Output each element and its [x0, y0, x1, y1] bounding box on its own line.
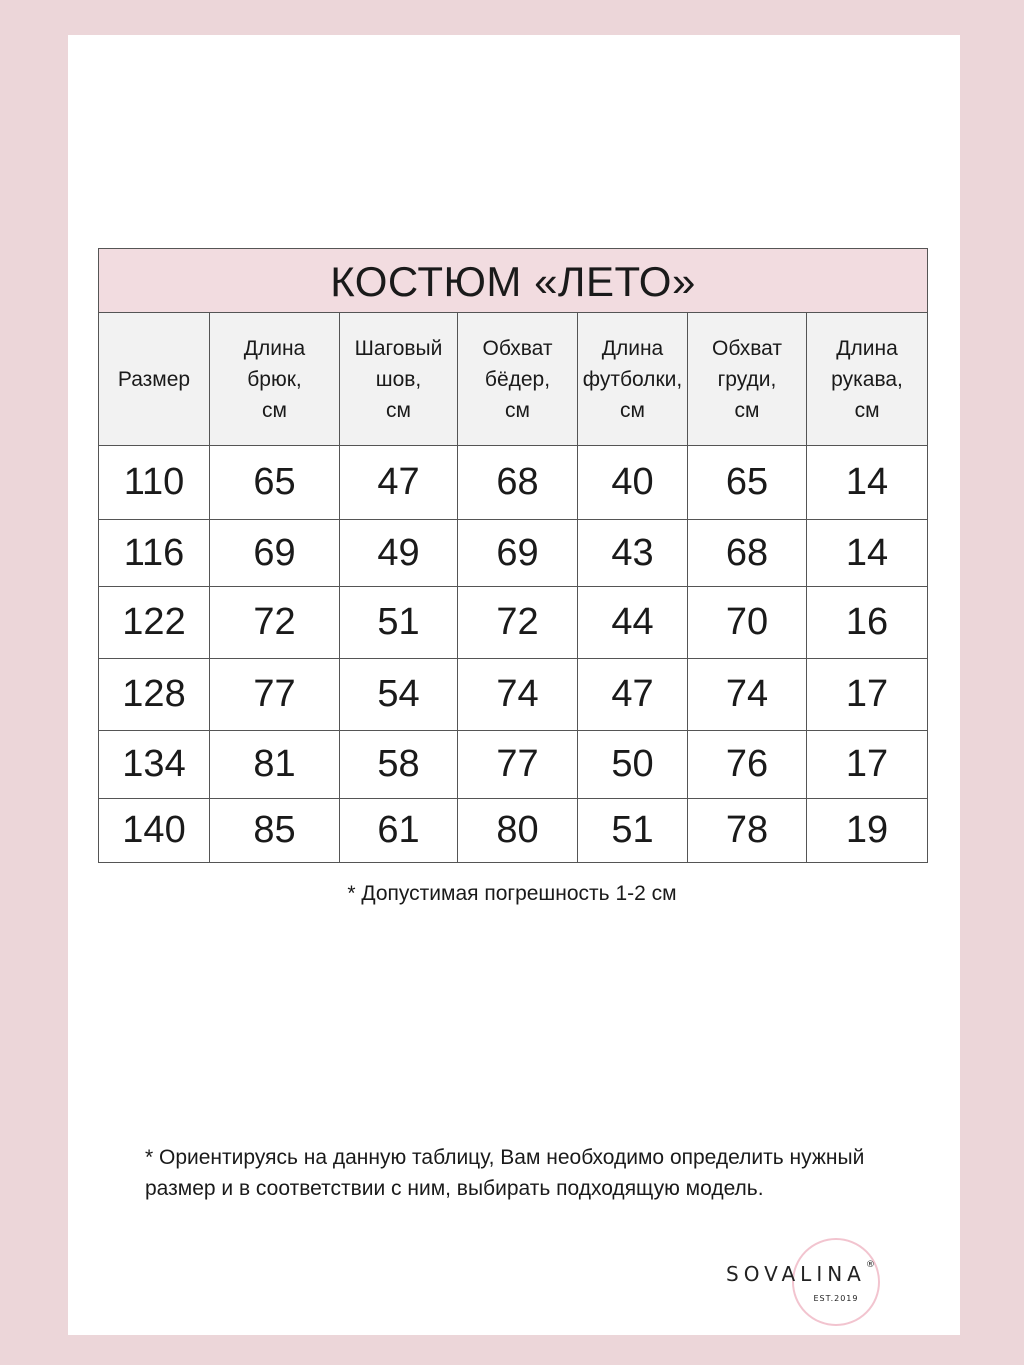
table-cell: 140	[99, 799, 210, 863]
table-cell: 19	[807, 799, 928, 863]
table-cell: 77	[458, 731, 578, 799]
table-cell: 78	[688, 799, 807, 863]
table-cell: 65	[688, 446, 807, 520]
table-cell: 49	[340, 520, 458, 587]
table-cell: 51	[340, 587, 458, 659]
table-cell: 80	[458, 799, 578, 863]
table-row	[99, 731, 928, 799]
table-cell: 44	[578, 587, 688, 659]
table-cell: 51	[578, 799, 688, 863]
table-cell: 110	[99, 446, 210, 520]
table-cell: 68	[458, 446, 578, 520]
table-cell: 16	[807, 587, 928, 659]
registered-mark: ®	[865, 1260, 875, 1270]
table-cell: 77	[210, 659, 340, 731]
column-header-tshirt-length: Длина футболки, см	[578, 313, 688, 446]
table-row	[99, 520, 928, 587]
column-header-size: Размер	[99, 313, 210, 446]
table-cell: 72	[458, 587, 578, 659]
table-cell: 50	[578, 731, 688, 799]
table-title: КОСТЮМ «ЛЕТО»	[99, 249, 928, 313]
table-cell: 40	[578, 446, 688, 520]
brand-logo	[722, 1238, 952, 1328]
table-row	[99, 446, 928, 520]
column-header-hip: Обхват бёдер, см	[458, 313, 578, 446]
column-header-sleeve-length: Длина рукава, см	[807, 313, 928, 446]
table-cell: 14	[807, 446, 928, 520]
table-row	[99, 587, 928, 659]
table-cell: 76	[688, 731, 807, 799]
table-cell: 17	[807, 731, 928, 799]
column-header-inseam: Шаговый шов, см	[340, 313, 458, 446]
logo-established: EST.2019	[813, 1294, 859, 1303]
table-cell: 128	[99, 659, 210, 731]
logo-wordmark: SOVALINA®	[726, 1260, 875, 1286]
size-chart	[98, 248, 927, 863]
table-cell: 85	[210, 799, 340, 863]
table-cell: 68	[688, 520, 807, 587]
table-cell: 74	[688, 659, 807, 731]
table-cell: 54	[340, 659, 458, 731]
table-cell: 47	[578, 659, 688, 731]
table-cell: 17	[807, 659, 928, 731]
table-row	[99, 799, 928, 863]
size-table	[98, 248, 928, 863]
header-row	[99, 313, 928, 446]
table-cell: 72	[210, 587, 340, 659]
table-cell: 43	[578, 520, 688, 587]
table-cell: 58	[340, 731, 458, 799]
table-cell: 14	[807, 520, 928, 587]
column-header-trouser-length: Длина брюк, см	[210, 313, 340, 446]
table-cell: 122	[99, 587, 210, 659]
table-cell: 81	[210, 731, 340, 799]
table-cell: 134	[99, 731, 210, 799]
guidance-note: * Ориентируясь на данную таблицу, Вам необходимо определить нужный размер и в соответствии с ним, выбирать подходящую модель.	[145, 1146, 865, 1200]
tolerance-note: * Допустимая погрешность 1-2 см	[347, 882, 677, 905]
table-cell: 74	[458, 659, 578, 731]
table-cell: 69	[210, 520, 340, 587]
table-row	[99, 659, 928, 731]
table-cell: 70	[688, 587, 807, 659]
table-cell: 61	[340, 799, 458, 863]
column-header-chest: Обхват груди, см	[688, 313, 807, 446]
table-cell: 116	[99, 520, 210, 587]
table-cell: 69	[458, 520, 578, 587]
table-cell: 47	[340, 446, 458, 520]
table-cell: 65	[210, 446, 340, 520]
